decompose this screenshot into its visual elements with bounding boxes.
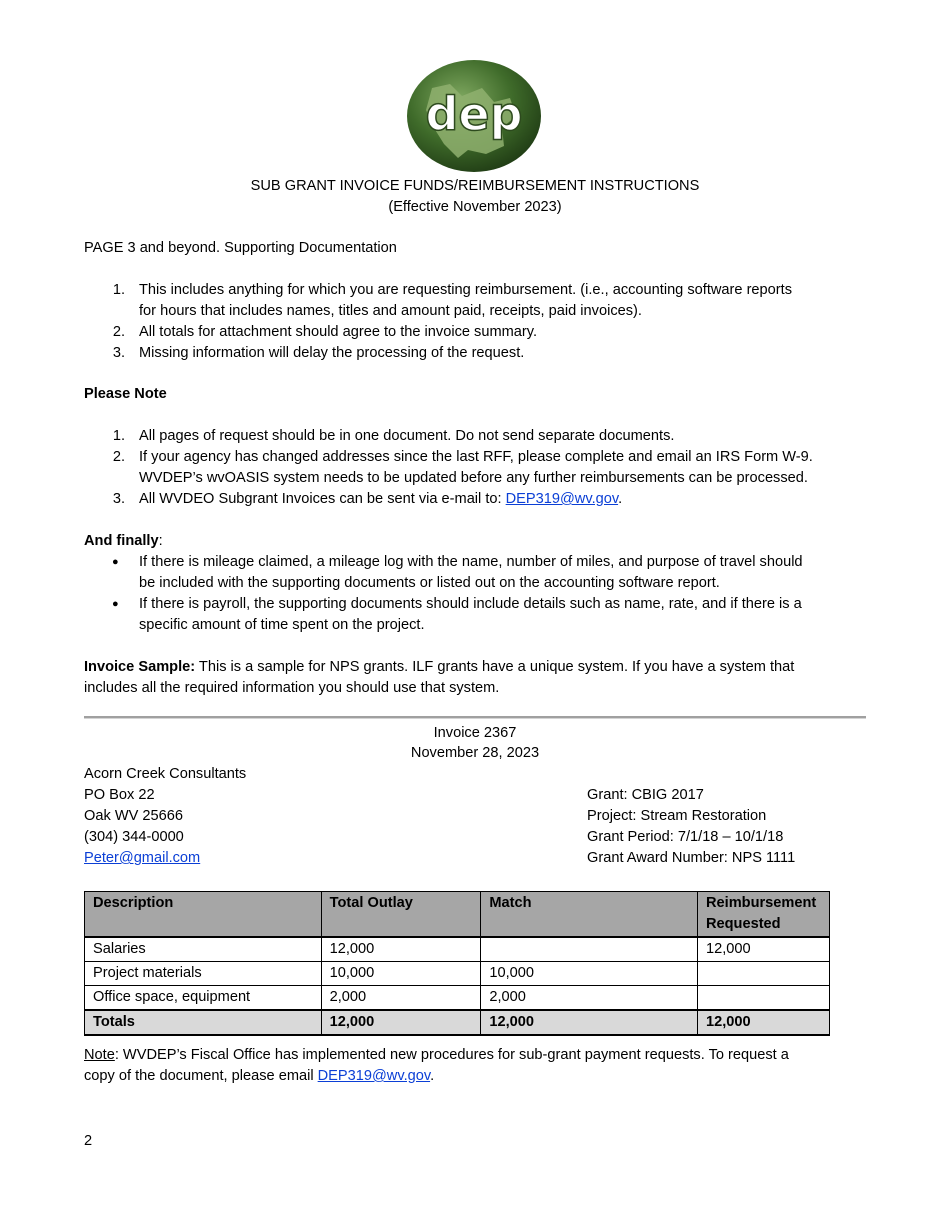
effective-date: (Effective November 2023) xyxy=(388,199,562,215)
totals-row xyxy=(85,1010,830,1035)
invoice-sample-paragraph xyxy=(84,659,794,675)
fiscal-office-note-line2 xyxy=(84,1068,434,1084)
invoice-sample-text: includes all the required information you should use that system. xyxy=(84,680,500,696)
column-header-total-outlay: Total Outlay xyxy=(321,892,481,938)
grant-project: Project: Stream Restoration xyxy=(587,808,767,824)
vendor-address-line: Oak WV 25666 xyxy=(84,808,183,824)
grant-period: Grant Period: 7/1/18 – 10/1/18 xyxy=(587,829,784,845)
list-number: 1. xyxy=(112,282,125,298)
list-number: 3. xyxy=(112,491,125,507)
bullet-icon: ● xyxy=(112,598,119,610)
table-cell: 2,000 xyxy=(481,986,698,1011)
document-title: SUB GRANT INVOICE FUNDS/REIMBURSEMENT INSTRUCTIONS xyxy=(250,178,700,194)
dep-logo-graphic xyxy=(404,58,544,174)
list-item-text: Missing information will delay the processing of the request. xyxy=(139,345,525,361)
table-header-row xyxy=(85,892,830,938)
invoice-number: Invoice 2367 xyxy=(433,725,517,741)
note-text-prefix: copy of the document, please email xyxy=(84,1068,318,1084)
dep-logo xyxy=(404,58,544,174)
invoice-sample-label: Invoice Sample: xyxy=(84,659,196,675)
table-cell xyxy=(697,986,829,1011)
page-number: 2 xyxy=(84,1133,93,1149)
list-number: 1. xyxy=(112,428,125,444)
column-header-match: Match xyxy=(481,892,698,938)
table-cell: 10,000 xyxy=(321,962,481,986)
supporting-documentation-heading: PAGE 3 and beyond. Supporting Documentation xyxy=(84,240,397,256)
vendor-email xyxy=(84,850,200,866)
list-item-text-prefix: All WVDEO Subgrant Invoices can be sent via e-mail to: xyxy=(139,491,506,507)
list-item-text: If your agency has changed addresses since the last RFF, please complete and email an IRS Form W-9. xyxy=(139,449,813,465)
please-note-heading: Please Note xyxy=(84,386,167,402)
and-finally-label: And finally xyxy=(84,533,159,549)
bullet-icon: ● xyxy=(112,556,119,568)
bullet-text: If there is mileage claimed, a mileage log with the name, number of miles, and purpose of travel should xyxy=(139,554,803,570)
bullet-text: be included with the supporting documents or listed out on the accounting software report. xyxy=(139,575,720,591)
svg-text:dep: dep xyxy=(425,87,523,141)
table-cell xyxy=(481,937,698,962)
table-row xyxy=(85,962,830,986)
and-finally-heading xyxy=(84,533,163,549)
table-cell: 12,000 xyxy=(321,937,481,962)
list-item-text-suffix: . xyxy=(618,491,623,507)
column-header-description: Description xyxy=(85,892,322,938)
column-header-reimbursement-requested: Reimbursement Requested xyxy=(697,892,829,938)
email-link-dep319[interactable]: DEP319@wv.gov xyxy=(317,1068,431,1084)
email-link-dep319[interactable]: DEP319@wv.gov xyxy=(505,491,619,507)
list-item-text: WVDEP’s wvOASIS system needs to be updated before any further reimbursements can be processed. xyxy=(139,470,808,486)
list-number: 2. xyxy=(112,324,125,340)
table-cell: Salaries xyxy=(85,937,322,962)
table-cell: Project materials xyxy=(85,962,322,986)
invoice-date: November 28, 2023 xyxy=(410,745,540,761)
totals-cell: 12,000 xyxy=(697,1010,829,1035)
grant-name: Grant: CBIG 2017 xyxy=(587,787,704,803)
fiscal-office-note xyxy=(84,1047,789,1063)
table-cell: 10,000 xyxy=(481,962,698,986)
totals-cell: Totals xyxy=(85,1010,322,1035)
note-text: : WVDEP’s Fiscal Office has implemented new procedures for sub-grant payment requests. To request a xyxy=(114,1047,789,1063)
table-cell: Office space, equipment xyxy=(85,986,322,1011)
table-row xyxy=(85,937,830,962)
and-finally-colon: : xyxy=(158,533,163,549)
invoice-table xyxy=(84,891,830,1036)
vendor-phone: (304) 344-0000 xyxy=(84,829,184,845)
list-item-text: All totals for attachment should agree to the invoice summary. xyxy=(139,324,538,340)
note-text-suffix: . xyxy=(430,1068,435,1084)
bullet-text: If there is payroll, the supporting documents should include details such as name, rate, and if there is a xyxy=(139,596,802,612)
table-cell: 12,000 xyxy=(697,937,829,962)
totals-cell: 12,000 xyxy=(321,1010,481,1035)
vendor-address-line: PO Box 22 xyxy=(84,787,155,803)
list-item-text xyxy=(139,491,622,507)
list-item-text: This includes anything for which you are requesting reimbursement. (i.e., accounting software reports xyxy=(139,282,792,298)
invoice-sample-text: This is a sample for NPS grants. ILF grants have a unique system. If you have a system that xyxy=(195,659,795,675)
vendor-email-link[interactable]: Peter@gmail.com xyxy=(84,850,201,866)
vendor-name: Acorn Creek Consultants xyxy=(84,766,247,782)
bullet-text: specific amount of time spent on the project. xyxy=(139,617,425,633)
table-cell: 2,000 xyxy=(321,986,481,1011)
horizontal-divider xyxy=(84,716,866,719)
totals-cell: 12,000 xyxy=(481,1010,698,1035)
list-item-text: for hours that includes names, titles and amount paid, receipts, paid invoices). xyxy=(139,303,642,319)
note-label: Note xyxy=(84,1047,115,1063)
table-cell xyxy=(697,962,829,986)
list-number: 2. xyxy=(112,449,125,465)
table-row xyxy=(85,986,830,1011)
list-item-text: All pages of request should be in one document. Do not send separate documents. xyxy=(139,428,675,444)
grant-award-number: Grant Award Number: NPS 1111 xyxy=(587,850,796,866)
list-number: 3. xyxy=(112,345,125,361)
